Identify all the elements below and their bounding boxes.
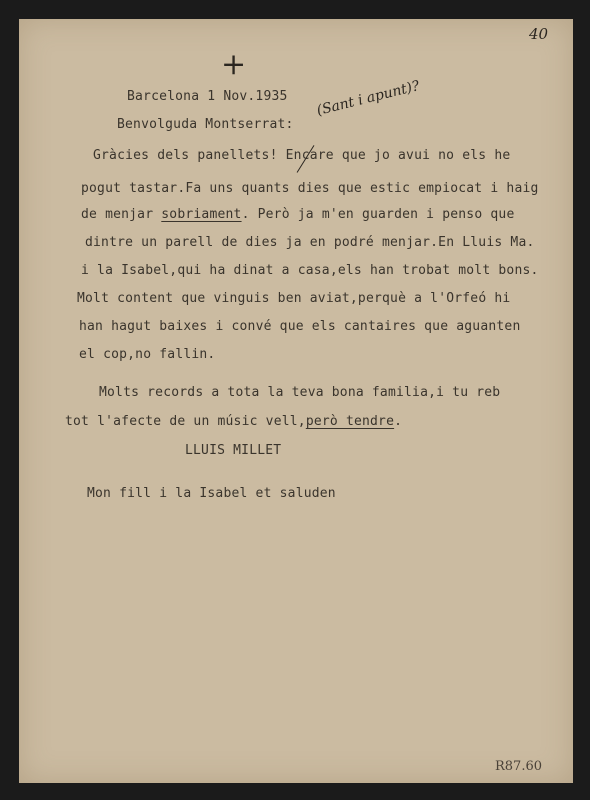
postscript: Mon fill i la Isabel et saluden <box>87 486 336 501</box>
body-line-3-start: de menjar <box>81 207 162 222</box>
body-line-6: Molt content que vinguis ben aviat,perquè a l'Orfeó hi <box>77 291 511 306</box>
body-line-7: han hagut baixes i convé que els cantaires que aguanten <box>79 319 521 334</box>
margin-note: (Sant i apunt)? <box>315 77 422 119</box>
cross-mark: + <box>221 47 247 82</box>
body-line-3 <box>81 207 514 222</box>
body-line-3-end: . Però ja m'en guarden i penso que <box>241 207 515 222</box>
salutation: Benvolguda Montserrat: <box>117 117 294 132</box>
body-line-5: i la Isabel,qui ha dinat a casa,els han trobat molt bons. <box>81 263 539 278</box>
body-line-10 <box>65 414 402 429</box>
body-line-1: Gràcies dels panellets! Encare que jo avui no els he <box>93 148 511 163</box>
archive-reference: R87.60 <box>495 759 543 774</box>
body-line-9: Molts records a tota la teva bona familia,i tu reb <box>99 385 501 400</box>
date-line: Barcelona 1 Nov.1935 <box>127 89 288 104</box>
letter-sheet <box>19 19 573 783</box>
body-line-4: dintre un parell de dies ja en podré menjar.En Lluis Ma. <box>85 235 535 250</box>
body-line-2: pogut tastar.Fa uns quants dies que estic empiocat i haig <box>81 181 539 196</box>
page-number: 40 <box>529 25 549 43</box>
underlined-words-pero-tendre: però tendre <box>305 414 395 429</box>
signature: LLUIS MILLET <box>185 443 282 458</box>
body-line-8: el cop,no fallin. <box>79 347 216 362</box>
underlined-word-sobriament: sobriament <box>161 207 242 222</box>
body-line-10-start: tot l'afecte de un músic vell, <box>65 414 306 429</box>
body-line-10-end: . <box>394 414 403 429</box>
